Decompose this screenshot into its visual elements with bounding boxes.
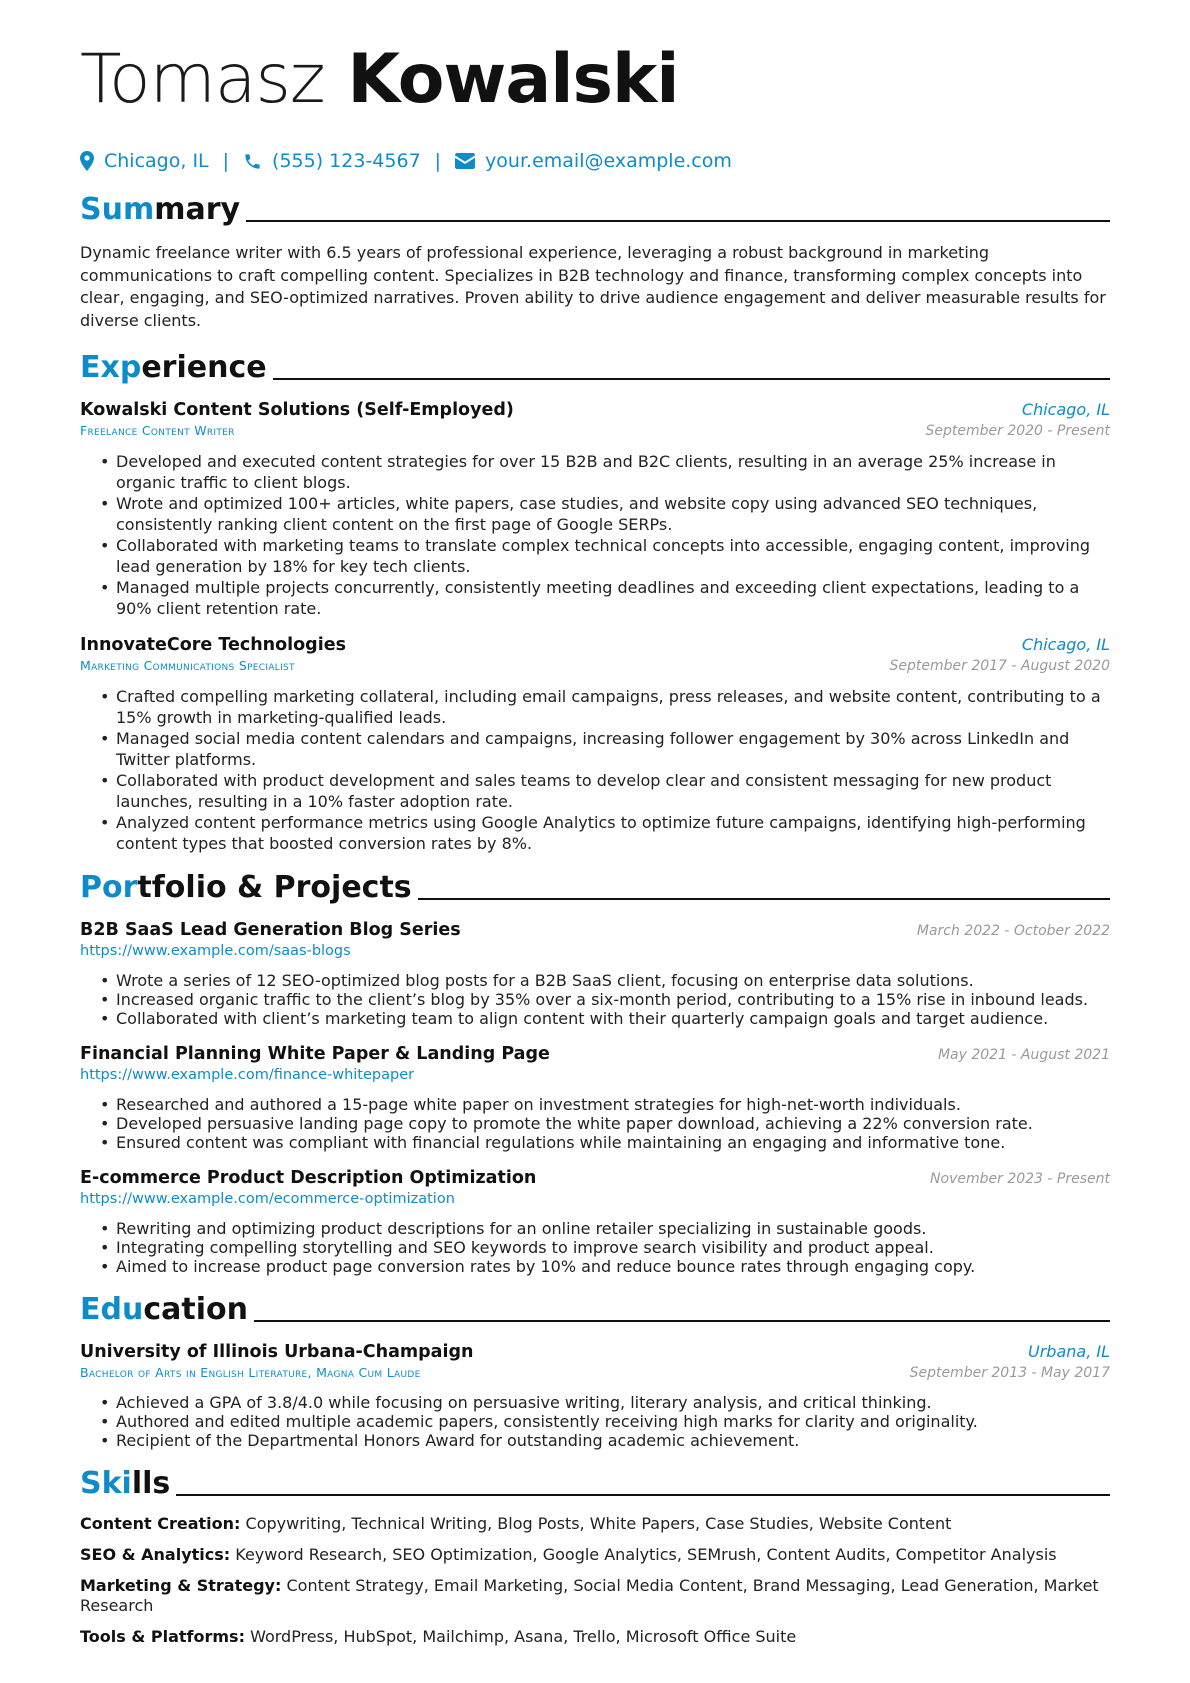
summary-heading-rest: mary xyxy=(154,192,241,227)
project-link[interactable]: https://www.example.com/ecommerce-optimization xyxy=(80,1191,455,1207)
experience-heading-accent: Exp xyxy=(80,350,142,385)
contact-bar xyxy=(80,148,1110,174)
section-rule xyxy=(418,898,1110,900)
section-rule xyxy=(176,1494,1110,1496)
list-item: • Developed persuasive landing page copy to promote the white paper download, achieving a 22% conversion rate. xyxy=(116,1114,1110,1133)
list-item: • Recipient of the Departmental Honors Award for outstanding academic achievement. xyxy=(116,1431,1110,1450)
contact-separator: | xyxy=(434,150,442,172)
job-dates: September 2020 - Present xyxy=(925,423,1110,439)
list-item: • Crafted compelling marketing collateral, including email campaigns, press releases, and website content, contributing to a 15% growth in marketing-qualified leads. xyxy=(116,686,1110,728)
education-heading-accent: Edu xyxy=(80,1292,144,1327)
list-item: • Managed social media content calendars and campaigns, increasing follower engagement by 30% across LinkedIn and Twitter platforms. xyxy=(116,728,1110,770)
skill-line xyxy=(80,1545,1110,1565)
skills-heading-rest: lls xyxy=(131,1466,171,1501)
skill-values: Copywriting, Technical Writing, Blog Posts, White Papers, Case Studies, Website Content xyxy=(245,1514,952,1533)
list-item: • Collaborated with marketing teams to translate complex technical concepts into accessible, engaging content, improving lead generation by 18% for key tech clients. xyxy=(116,535,1110,577)
skill-values: Content Strategy, Email Marketing, Social Media Content, Brand Messaging, Lead Generation, Market Research xyxy=(80,1576,1099,1615)
contact-phone[interactable] xyxy=(243,150,421,172)
skill-label: Tools & Platforms: xyxy=(80,1627,245,1646)
job-company: Kowalski Content Solutions (Self-Employed) xyxy=(80,400,514,420)
skill-label: Marketing & Strategy: xyxy=(80,1576,282,1595)
summary-heading xyxy=(80,188,1110,228)
education-entry xyxy=(80,1342,1110,1450)
project-entry xyxy=(80,920,1110,1028)
first-name: Tomasz xyxy=(80,40,325,119)
school-location: Urbana, IL xyxy=(1028,1342,1110,1361)
job-dates: September 2017 - August 2020 xyxy=(889,658,1110,674)
envelope-icon xyxy=(455,153,475,169)
skill-line xyxy=(80,1514,1110,1534)
list-item: • Achieved a GPA of 3.8/4.0 while focusing on persuasive writing, literary analysis, and critical thinking. xyxy=(116,1393,1110,1412)
section-rule xyxy=(273,378,1110,380)
summary-text: Dynamic freelance writer with 6.5 years of professional experience, leveraging a robust background in marketing communications to craft compelling content. Specializes in B2B technology and finance, transforming complex concepts into clear, engaging, and SEO-optimized narratives. Proven ability to drive audience engagement and deliver measurable results for diverse clients. xyxy=(80,243,1106,330)
project-entry xyxy=(80,1168,1110,1276)
summary-heading-accent: Sum xyxy=(80,192,155,227)
list-item: • Developed and executed content strategies for over 15 B2B and B2C clients, resulting in an average 25% increase in organic traffic to client blogs. xyxy=(116,451,1110,493)
phone-icon xyxy=(243,152,262,171)
portfolio-heading-rest: tfolio & Projects xyxy=(137,870,412,905)
list-item: • Aimed to increase product page conversion rates by 10% and reduce bounce rates through engaging copy. xyxy=(116,1257,1110,1276)
location-text: Chicago, IL xyxy=(104,150,209,172)
project-title: Financial Planning White Paper & Landing Page xyxy=(80,1044,550,1064)
section-rule xyxy=(246,220,1110,222)
education-heading-rest: cation xyxy=(143,1292,248,1327)
project-link[interactable]: https://www.example.com/finance-whitepaper xyxy=(80,1067,415,1083)
education-bullets xyxy=(80,1393,1110,1450)
job-company: InnovateCore Technologies xyxy=(80,635,346,655)
portfolio-heading xyxy=(80,866,1110,906)
project-bullets xyxy=(80,971,1110,1028)
list-item: • Collaborated with client’s marketing team to align content with their quarterly campaign goals and target audience. xyxy=(116,1009,1110,1028)
job-entry xyxy=(80,400,1110,619)
skill-values: WordPress, HubSpot, Mailchimp, Asana, Trello, Microsoft Office Suite xyxy=(250,1627,797,1646)
candidate-name xyxy=(80,40,1110,120)
list-item: • Ensured content was compliant with financial regulations while maintaining an engaging and informative tone. xyxy=(116,1133,1110,1152)
list-item: • Rewriting and optimizing product descriptions for an online retailer specializing in sustainable goods. xyxy=(116,1219,1110,1238)
skills-list xyxy=(80,1514,1110,1647)
project-dates: March 2022 - October 2022 xyxy=(916,923,1110,939)
education-dates: September 2013 - May 2017 xyxy=(909,1365,1110,1381)
skill-label: SEO & Analytics: xyxy=(80,1545,231,1564)
skill-values: Keyword Research, SEO Optimization, Google Analytics, SEMrush, Content Audits, Competitor Analysis xyxy=(235,1545,1057,1564)
education-heading xyxy=(80,1288,1110,1328)
experience-heading-rest: erience xyxy=(141,350,267,385)
phone-text[interactable]: (555) 123-4567 xyxy=(272,150,421,172)
list-item: • Integrating compelling storytelling and SEO keywords to improve search visibility and product appeal. xyxy=(116,1238,1110,1257)
skills-heading xyxy=(80,1462,1110,1502)
school-name: University of Illinois Urbana-Champaign xyxy=(80,1342,474,1362)
list-item: • Collaborated with product development and sales teams to develop clear and consistent messaging for new product launches, resulting in a 10% faster adoption rate. xyxy=(116,770,1110,812)
skill-label: Content Creation: xyxy=(80,1514,241,1533)
degree: Bachelor of Arts in English Literature, Magna Cum Laude xyxy=(80,1365,421,1380)
job-location: Chicago, IL xyxy=(1021,400,1110,419)
list-item: • Analyzed content performance metrics using Google Analytics to optimize future campaigns, identifying high-performing content types that boosted conversion rates by 8%. xyxy=(116,812,1110,854)
list-item: • Increased organic traffic to the client’s blog by 35% over a six-month period, contributing to a 15% rise in inbound leads. xyxy=(116,990,1110,1009)
job-role: Marketing Communications Specialist xyxy=(80,658,295,673)
project-dates: November 2023 - Present xyxy=(930,1171,1110,1187)
list-item: • Authored and edited multiple academic papers, consistently receiving high marks for clarity and originality. xyxy=(116,1412,1110,1431)
project-bullets xyxy=(80,1095,1110,1152)
skills-heading-accent: Ski xyxy=(80,1466,132,1501)
list-item: • Researched and authored a 15-page white paper on investment strategies for high-net-worth individuals. xyxy=(116,1095,1110,1114)
job-location: Chicago, IL xyxy=(1021,635,1110,654)
project-title: E-commerce Product Description Optimization xyxy=(80,1168,537,1188)
project-bullets xyxy=(80,1219,1110,1276)
email-link[interactable]: your.email@example.com xyxy=(485,150,732,172)
contact-separator: | xyxy=(222,150,230,172)
skill-line xyxy=(80,1627,1110,1647)
last-name: Kowalski xyxy=(347,40,679,119)
job-role: Freelance Content Writer xyxy=(80,423,235,438)
section-rule xyxy=(254,1320,1110,1322)
skill-line xyxy=(80,1576,1110,1616)
project-title: B2B SaaS Lead Generation Blog Series xyxy=(80,920,461,940)
project-entry xyxy=(80,1044,1110,1152)
contact-location xyxy=(80,150,209,172)
project-link[interactable]: https://www.example.com/saas-blogs xyxy=(80,943,351,959)
list-item: • Wrote and optimized 100+ articles, white papers, case studies, and website copy using advanced SEO techniques, consistently ranking client content on the first page of Google SERPs. xyxy=(116,493,1110,535)
list-item: • Managed multiple projects concurrently, consistently meeting deadlines and exceeding client expectations, leading to a 90% client retention rate. xyxy=(116,577,1110,619)
list-item: • Wrote a series of 12 SEO-optimized blog posts for a B2B SaaS client, focusing on enterprise data solutions. xyxy=(116,971,1110,990)
job-bullets xyxy=(80,686,1110,854)
job-entry xyxy=(80,635,1110,854)
contact-email[interactable] xyxy=(455,150,732,172)
map-pin-icon xyxy=(80,151,94,171)
job-bullets xyxy=(80,451,1110,619)
project-dates: May 2021 - August 2021 xyxy=(937,1047,1110,1063)
experience-heading xyxy=(80,346,1110,386)
portfolio-heading-accent: Por xyxy=(80,870,138,905)
